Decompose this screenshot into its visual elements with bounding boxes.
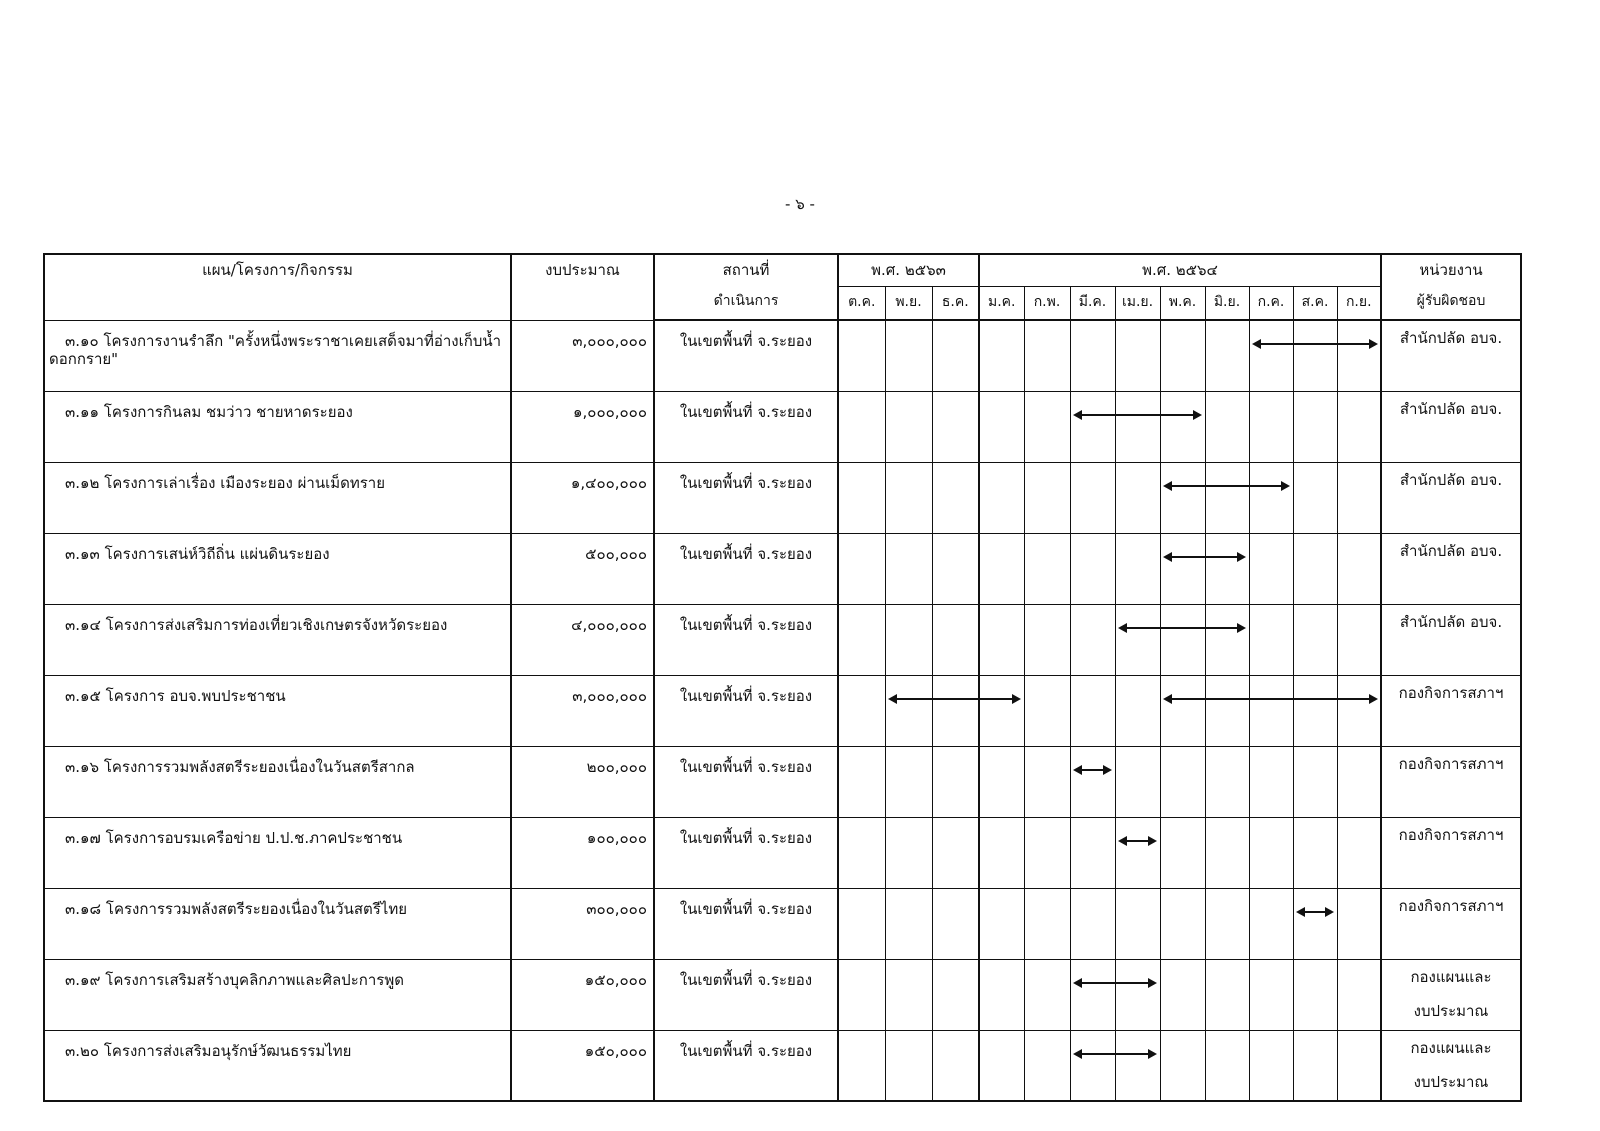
project-name: ๓.๑๗ โครงการอบรมเครือข่าย ป.ป.ช.ภาคประชาชน xyxy=(44,817,511,888)
month-cell xyxy=(1337,817,1381,888)
month-cell xyxy=(885,320,932,391)
month-cell xyxy=(1160,817,1205,888)
project-name: ๓.๒๐ โครงการส่งเสริมอนุรักษ์วัฒนธรรมไทย xyxy=(44,1030,511,1101)
month-cell xyxy=(1249,675,1293,746)
month-cell xyxy=(932,391,979,462)
project-name: ๓.๑๐ โครงการงานรำลึก "ครั้งหนึ่งพระราชาเคยเสด็จมาที่อ่างเก็บน้ำดอกกราย" xyxy=(44,320,511,391)
responsible-unit xyxy=(1381,1030,1521,1101)
project-budget: ๓๐๐,๐๐๐ xyxy=(511,888,654,959)
month-cell xyxy=(1160,959,1205,1030)
month-cell xyxy=(932,959,979,1030)
month-cell xyxy=(1249,533,1293,604)
month-cell xyxy=(979,675,1024,746)
header-project-label: แผน/โครงการ/กิจกรรม xyxy=(202,261,353,279)
month-cell xyxy=(1160,888,1205,959)
month-cell xyxy=(1249,888,1293,959)
month-jan: ม.ค. xyxy=(979,286,1024,320)
unit-line1: กองแผนและ xyxy=(1410,967,1492,986)
month-cell xyxy=(1205,959,1249,1030)
unit-line2: งบประมาณ xyxy=(1413,1072,1489,1091)
month-cell xyxy=(1205,888,1249,959)
project-place: ในเขตพื้นที่ จ.ระยอง xyxy=(654,462,838,533)
month-cell xyxy=(1024,959,1070,1030)
month-cell xyxy=(1293,817,1337,888)
table-row xyxy=(44,391,1521,462)
month-cell xyxy=(1205,1030,1249,1101)
month-cell xyxy=(1249,391,1293,462)
unit-line2: งบประมาณ xyxy=(1413,1001,1489,1020)
month-cell xyxy=(1293,391,1337,462)
month-cell xyxy=(1160,604,1205,675)
month-jun: มิ.ย. xyxy=(1205,286,1249,320)
project-budget: ๓,๐๐๐,๐๐๐ xyxy=(511,675,654,746)
month-cell xyxy=(1249,817,1293,888)
month-cell xyxy=(1337,746,1381,817)
header-year-2563 xyxy=(838,254,979,286)
month-cell xyxy=(932,533,979,604)
month-cell xyxy=(1205,533,1249,604)
project-place: ในเขตพื้นที่ จ.ระยอง xyxy=(654,533,838,604)
month-cell xyxy=(932,888,979,959)
project-place: ในเขตพื้นที่ จ.ระยอง xyxy=(654,604,838,675)
month-oct: ต.ค. xyxy=(838,286,885,320)
header-place-line2: ดำเนินการ xyxy=(713,293,779,309)
responsible-unit: สำนักปลัด อบจ. xyxy=(1381,462,1521,533)
month-cell xyxy=(1070,675,1115,746)
month-cell xyxy=(1070,320,1115,391)
month-cell xyxy=(1293,320,1337,391)
month-cell xyxy=(1249,1030,1293,1101)
month-cell xyxy=(885,533,932,604)
month-cell xyxy=(979,391,1024,462)
month-cell xyxy=(979,533,1024,604)
month-cell xyxy=(932,462,979,533)
month-cell xyxy=(1070,462,1115,533)
month-aug: ส.ค. xyxy=(1293,286,1337,320)
month-cell xyxy=(1205,320,1249,391)
header-unit-line2: ผู้รับผิดชอบ xyxy=(1416,293,1486,309)
month-cell xyxy=(1115,959,1160,1030)
month-cell xyxy=(1160,462,1205,533)
month-feb: ก.พ. xyxy=(1024,286,1070,320)
month-cell xyxy=(1024,533,1070,604)
project-budget: ๑๕๐,๐๐๐ xyxy=(511,1030,654,1101)
header-place xyxy=(654,254,838,286)
month-cell xyxy=(1337,1030,1381,1101)
month-cell xyxy=(1024,391,1070,462)
table-row xyxy=(44,746,1521,817)
month-cell xyxy=(1070,391,1115,462)
project-name: ๓.๑๒ โครงการเล่าเรื่อง เมืองระยอง ผ่านเม็ดทราย xyxy=(44,462,511,533)
responsible-unit xyxy=(1381,959,1521,1030)
month-cell xyxy=(1115,888,1160,959)
month-cell xyxy=(885,959,932,1030)
project-place: ในเขตพื้นที่ จ.ระยอง xyxy=(654,746,838,817)
month-cell xyxy=(1337,888,1381,959)
header-place-2 xyxy=(654,286,838,320)
month-cell xyxy=(885,1030,932,1101)
month-cell xyxy=(885,817,932,888)
month-cell xyxy=(838,817,885,888)
month-cell xyxy=(1337,675,1381,746)
month-cell xyxy=(1115,391,1160,462)
month-cell xyxy=(1115,533,1160,604)
project-place: ในเขตพื้นที่ จ.ระยอง xyxy=(654,391,838,462)
project-name: ๓.๑๓ โครงการเสน่ห์วิถีถิ่น แผ่นดินระยอง xyxy=(44,533,511,604)
month-cell xyxy=(1024,817,1070,888)
responsible-unit: สำนักปลัด อบจ. xyxy=(1381,604,1521,675)
month-may: พ.ค. xyxy=(1160,286,1205,320)
month-cell xyxy=(1249,604,1293,675)
project-place: ในเขตพื้นที่ จ.ระยอง xyxy=(654,888,838,959)
month-cell xyxy=(1293,746,1337,817)
project-budget: ๑๐๐,๐๐๐ xyxy=(511,817,654,888)
month-cell xyxy=(1115,746,1160,817)
month-cell xyxy=(1024,675,1070,746)
project-name: ๓.๑๔ โครงการส่งเสริมการท่องเที่ยวเชิงเกษตรจังหวัดระยอง xyxy=(44,604,511,675)
month-cell xyxy=(885,888,932,959)
month-cell xyxy=(979,604,1024,675)
month-dec: ธ.ค. xyxy=(932,286,979,320)
project-name: ๓.๑๑ โครงการกินลม ชมว่าว ชายหาดระยอง xyxy=(44,391,511,462)
responsible-unit: กองกิจการสภาฯ xyxy=(1381,675,1521,746)
month-cell xyxy=(1160,391,1205,462)
project-budget: ๑๕๐,๐๐๐ xyxy=(511,959,654,1030)
month-cell xyxy=(885,604,932,675)
header-year-2563-label: พ.ศ. ๒๕๖๓ xyxy=(871,261,946,279)
month-cell xyxy=(1160,320,1205,391)
table-row xyxy=(44,675,1521,746)
month-cell xyxy=(885,746,932,817)
month-cell xyxy=(979,1030,1024,1101)
responsible-unit: สำนักปลัด อบจ. xyxy=(1381,391,1521,462)
project-place: ในเขตพื้นที่ จ.ระยอง xyxy=(654,320,838,391)
responsible-unit: กองกิจการสภาฯ xyxy=(1381,746,1521,817)
project-name: ๓.๑๕ โครงการ อบจ.พบประชาชน xyxy=(44,675,511,746)
project-name: ๓.๑๖ โครงการรวมพลังสตรีระยองเนื่องในวันสตรีสากล xyxy=(44,746,511,817)
month-cell xyxy=(1293,888,1337,959)
month-cell xyxy=(1070,1030,1115,1101)
month-cell xyxy=(838,462,885,533)
month-cell xyxy=(979,320,1024,391)
month-cell xyxy=(1205,817,1249,888)
month-cell xyxy=(1115,604,1160,675)
responsible-unit: กองกิจการสภาฯ xyxy=(1381,817,1521,888)
month-cell xyxy=(1160,533,1205,604)
month-jul: ก.ค. xyxy=(1249,286,1293,320)
month-cell xyxy=(1070,959,1115,1030)
month-cell xyxy=(838,533,885,604)
header-year-2564-label: พ.ศ. ๒๕๖๔ xyxy=(1142,261,1218,279)
month-cell xyxy=(838,959,885,1030)
project-place: ในเขตพื้นที่ จ.ระยอง xyxy=(654,959,838,1030)
month-cell xyxy=(1205,391,1249,462)
month-cell xyxy=(979,462,1024,533)
table-row xyxy=(44,888,1521,959)
month-cell xyxy=(1115,675,1160,746)
month-cell xyxy=(838,675,885,746)
header-budget-label: งบประมาณ xyxy=(545,261,620,279)
month-cell xyxy=(932,746,979,817)
header-budget xyxy=(511,254,654,320)
project-budget: ๕๐๐,๐๐๐ xyxy=(511,533,654,604)
table-row xyxy=(44,462,1521,533)
month-cell xyxy=(932,320,979,391)
table-row xyxy=(44,1030,1521,1101)
month-cell xyxy=(838,320,885,391)
project-budget: ๓,๐๐๐,๐๐๐ xyxy=(511,320,654,391)
month-cell xyxy=(979,888,1024,959)
month-cell xyxy=(1205,462,1249,533)
month-cell xyxy=(1115,320,1160,391)
month-cell xyxy=(838,888,885,959)
responsible-unit: สำนักปลัด อบจ. xyxy=(1381,533,1521,604)
table-row xyxy=(44,533,1521,604)
month-cell xyxy=(1293,959,1337,1030)
month-sep: ก.ย. xyxy=(1337,286,1381,320)
project-plan-table xyxy=(43,253,1522,1102)
month-cell xyxy=(1160,746,1205,817)
month-cell xyxy=(979,959,1024,1030)
month-cell xyxy=(1070,888,1115,959)
project-budget: ๒๐๐,๐๐๐ xyxy=(511,746,654,817)
month-apr: เม.ย. xyxy=(1115,286,1160,320)
month-cell xyxy=(1115,1030,1160,1101)
month-cell xyxy=(1024,746,1070,817)
month-cell xyxy=(1070,533,1115,604)
month-cell xyxy=(1249,746,1293,817)
unit-line1: กองแผนและ xyxy=(1410,1038,1492,1057)
responsible-unit: กองกิจการสภาฯ xyxy=(1381,888,1521,959)
month-cell xyxy=(1070,746,1115,817)
month-cell xyxy=(1337,320,1381,391)
month-cell xyxy=(838,1030,885,1101)
month-cell xyxy=(1024,462,1070,533)
project-budget: ๑,๐๐๐,๐๐๐ xyxy=(511,391,654,462)
project-place: ในเขตพื้นที่ จ.ระยอง xyxy=(654,1030,838,1101)
table-row xyxy=(44,320,1521,391)
table-row xyxy=(44,817,1521,888)
project-budget: ๑,๔๐๐,๐๐๐ xyxy=(511,462,654,533)
month-cell xyxy=(979,746,1024,817)
header-project xyxy=(44,254,511,320)
project-place: ในเขตพื้นที่ จ.ระยอง xyxy=(654,817,838,888)
page-number: - ๖ - xyxy=(785,195,815,213)
month-cell xyxy=(1293,675,1337,746)
month-cell xyxy=(885,462,932,533)
table-row xyxy=(44,604,1521,675)
month-cell xyxy=(1024,604,1070,675)
header-place-line1: สถานที่ xyxy=(722,261,770,279)
month-cell xyxy=(932,1030,979,1101)
project-place: ในเขตพื้นที่ จ.ระยอง xyxy=(654,675,838,746)
month-mar: มี.ค. xyxy=(1070,286,1115,320)
month-cell xyxy=(1115,462,1160,533)
project-budget: ๔,๐๐๐,๐๐๐ xyxy=(511,604,654,675)
month-cell xyxy=(838,746,885,817)
month-cell xyxy=(1249,959,1293,1030)
table-row xyxy=(44,959,1521,1030)
month-cell xyxy=(1160,675,1205,746)
month-cell xyxy=(1249,462,1293,533)
month-cell xyxy=(1337,604,1381,675)
month-cell xyxy=(1293,533,1337,604)
month-cell xyxy=(979,817,1024,888)
month-cell xyxy=(1337,391,1381,462)
header-unit-line1: หน่วยงาน xyxy=(1419,261,1483,279)
month-cell xyxy=(1160,1030,1205,1101)
project-name: ๓.๑๘ โครงการรวมพลังสตรีระยองเนื่องในวันสตรีไทย xyxy=(44,888,511,959)
project-name: ๓.๑๙ โครงการเสริมสร้างบุคลิกภาพและศิลปะการพูด xyxy=(44,959,511,1030)
month-cell xyxy=(932,675,979,746)
month-cell xyxy=(1024,1030,1070,1101)
month-cell xyxy=(885,675,932,746)
month-nov: พ.ย. xyxy=(885,286,932,320)
header-year-2564 xyxy=(979,254,1381,286)
month-cell xyxy=(1070,604,1115,675)
month-cell xyxy=(1337,533,1381,604)
month-cell xyxy=(1070,817,1115,888)
responsible-unit: สำนักปลัด อบจ. xyxy=(1381,320,1521,391)
month-cell xyxy=(1024,888,1070,959)
month-cell xyxy=(1337,462,1381,533)
month-cell xyxy=(932,817,979,888)
month-cell xyxy=(1293,604,1337,675)
month-cell xyxy=(838,604,885,675)
month-cell xyxy=(1293,1030,1337,1101)
month-cell xyxy=(885,391,932,462)
month-cell xyxy=(838,391,885,462)
month-cell xyxy=(1249,320,1293,391)
month-cell xyxy=(1205,604,1249,675)
month-cell xyxy=(932,604,979,675)
header-unit-2 xyxy=(1381,286,1521,320)
month-cell xyxy=(1024,320,1070,391)
month-cell xyxy=(1205,746,1249,817)
month-cell xyxy=(1205,675,1249,746)
month-cell xyxy=(1337,959,1381,1030)
header-unit xyxy=(1381,254,1521,286)
month-cell xyxy=(1115,817,1160,888)
month-cell xyxy=(1293,462,1337,533)
